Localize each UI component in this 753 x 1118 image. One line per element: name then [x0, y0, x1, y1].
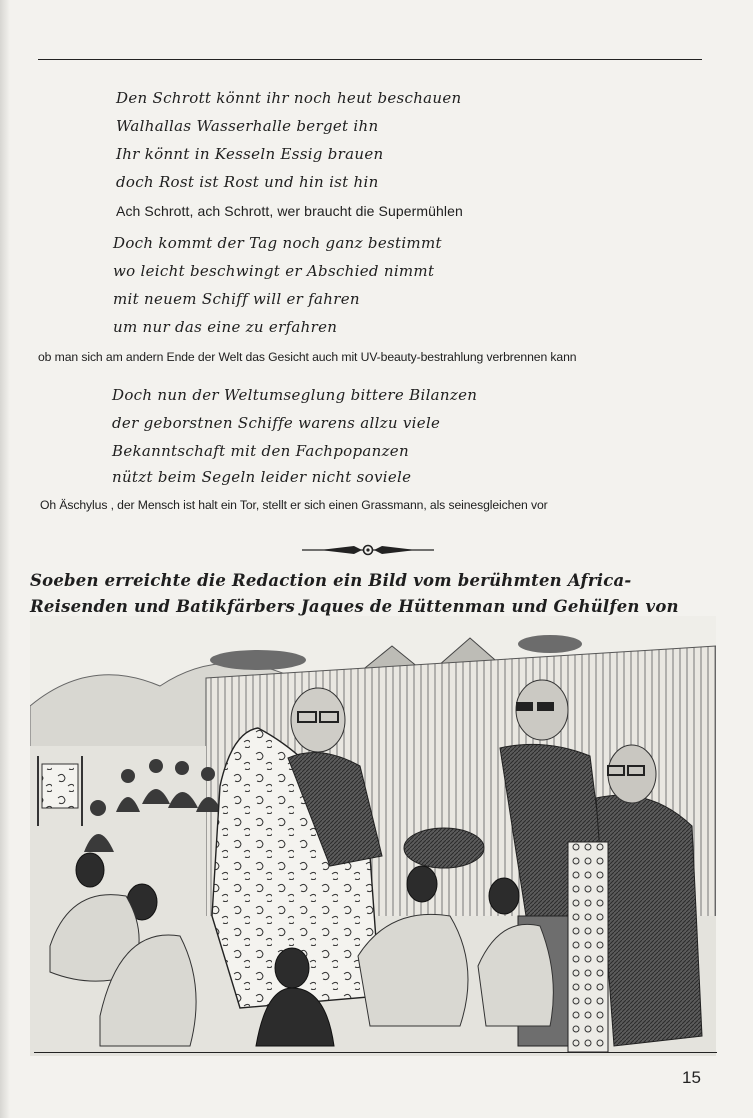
poem-line: Ihr könnt in Kesseln Essig brauen — [116, 145, 384, 163]
page-edge-shadow — [0, 0, 10, 1118]
poem-line: Doch nun der Weltumseglung bittere Bilanzen — [112, 386, 478, 404]
poem-line: ob man sich am andern Ende der Welt das Gesicht auch mit UV-beauty-bestrahlung verbrennen kann — [38, 350, 577, 364]
poem-line: mit neuem Schiff will er fahren — [113, 290, 360, 308]
poem-line: Doch kommt der Tag noch ganz bestimmt — [113, 234, 442, 252]
poem-line: der geborstnen Schiffe warens allzu viele — [112, 414, 441, 432]
bottom-rule — [34, 1052, 717, 1053]
poem-line: Den Schrott könnt ihr noch heut beschauen — [116, 89, 462, 107]
poem-line: nützt beim Segeln leider nicht soviele — [112, 468, 412, 486]
section-divider-ornament — [302, 543, 434, 557]
poem-line: Walhallas Wasserhalle berget ihn — [116, 117, 379, 135]
poem-line: Bekanntschaft mit den Fachpopanzen — [112, 442, 409, 460]
top-rule — [38, 59, 702, 60]
poem-line: wo leicht beschwingt er Abschied nimmt — [113, 262, 435, 280]
illustration-africa-mission — [30, 616, 716, 1056]
poem-line: Oh Äschylus , der Mensch ist halt ein Tor, stellt er sich einen Grassmann, als seinesgleichen vor — [40, 498, 548, 512]
illustration-caption: Soeben erreichte die Redaction ein Bild vom berühmten Africa-Reisenden und Batikfärbers Jaques de Hüttenman und Gehülfen von — [30, 571, 679, 616]
page-number: 15 — [682, 1068, 701, 1087]
poem-line: um nur das eine zu erfahren — [113, 318, 338, 336]
poem-line: Ach Schrott, ach Schrott, wer braucht die Supermühlen — [116, 203, 463, 219]
poem-line: doch Rost ist Rost und hin ist hin — [116, 173, 379, 191]
